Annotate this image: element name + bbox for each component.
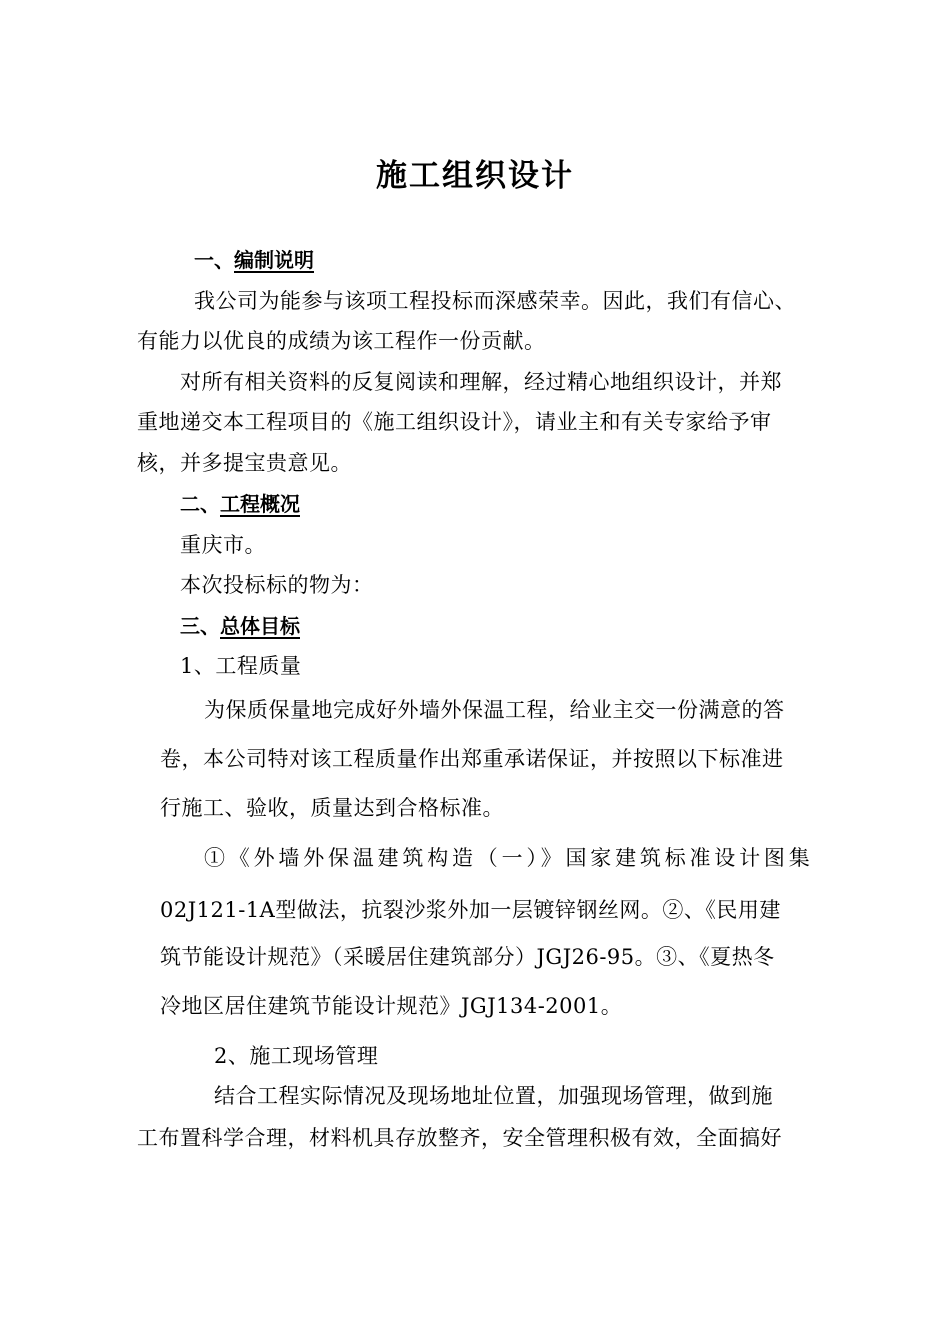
paragraph-line: 有能力以优良的成绩为该工程作一份贡献。 — [137, 329, 546, 353]
paragraph-line: 重庆市。 — [180, 533, 266, 557]
section-heading-2 — [180, 490, 300, 518]
subsection-heading: 1、工程质量 — [180, 654, 302, 678]
section-number: 三、 — [180, 614, 220, 638]
section-title: 总体目标 — [220, 614, 300, 638]
paragraph-line: 结合工程实际情况及现场地址位置，加强现场管理，做到施 — [214, 1084, 773, 1108]
section-number: 二、 — [180, 492, 220, 516]
subsection-heading: 2、施工现场管理 — [214, 1044, 379, 1068]
paragraph-line: 对所有相关资料的反复阅读和理解，经过精心地组织设计，并郑 — [180, 370, 782, 394]
section-title: 编制说明 — [234, 248, 314, 272]
section-heading-1 — [194, 246, 314, 274]
paragraph-line: 02J121-1A型做法，抗裂沙浆外加一层镀锌钢丝网。②、《民用建 — [160, 898, 781, 922]
paragraph-line: 行施工、验收，质量达到合格标准。 — [160, 796, 504, 820]
paragraph-line: 卷，本公司特对该工程质量作出郑重承诺保证，并按照以下标准进 — [160, 747, 784, 771]
section-title: 工程概况 — [220, 492, 300, 516]
document-title: 施工组织设计 — [376, 158, 574, 194]
paragraph-line: 工布置科学合理，材料机具存放整齐，安全管理积极有效，全面搞好 — [137, 1126, 782, 1150]
paragraph-line: 本次投标标的物为： — [180, 573, 374, 597]
section-number: 一、 — [194, 248, 234, 272]
paragraph-line: 筑节能设计规范》（采暖居住建筑部分）JGJ26-95。③、《夏热冬 — [160, 945, 775, 969]
paragraph-line: 为保质保量地完成好外墙外保温工程，给业主交一份满意的答 — [204, 698, 785, 722]
paragraph-line: 我公司为能参与该项工程投标而深感荣幸。因此，我们有信心、 — [194, 289, 796, 313]
paragraph-line: 核，并多提宝贵意见。 — [137, 451, 352, 475]
section-heading-3 — [180, 612, 300, 640]
paragraph-line: 重地递交本工程项目的《施工组织设计》，请业主和有关专家给予审 — [137, 410, 772, 434]
paragraph-line: ①《外墙外保温建筑构造（一）》国家建筑标准设计图集 — [204, 846, 814, 870]
paragraph-line: 冷地区居住建筑节能设计规范》JGJ134-2001。 — [160, 994, 623, 1018]
